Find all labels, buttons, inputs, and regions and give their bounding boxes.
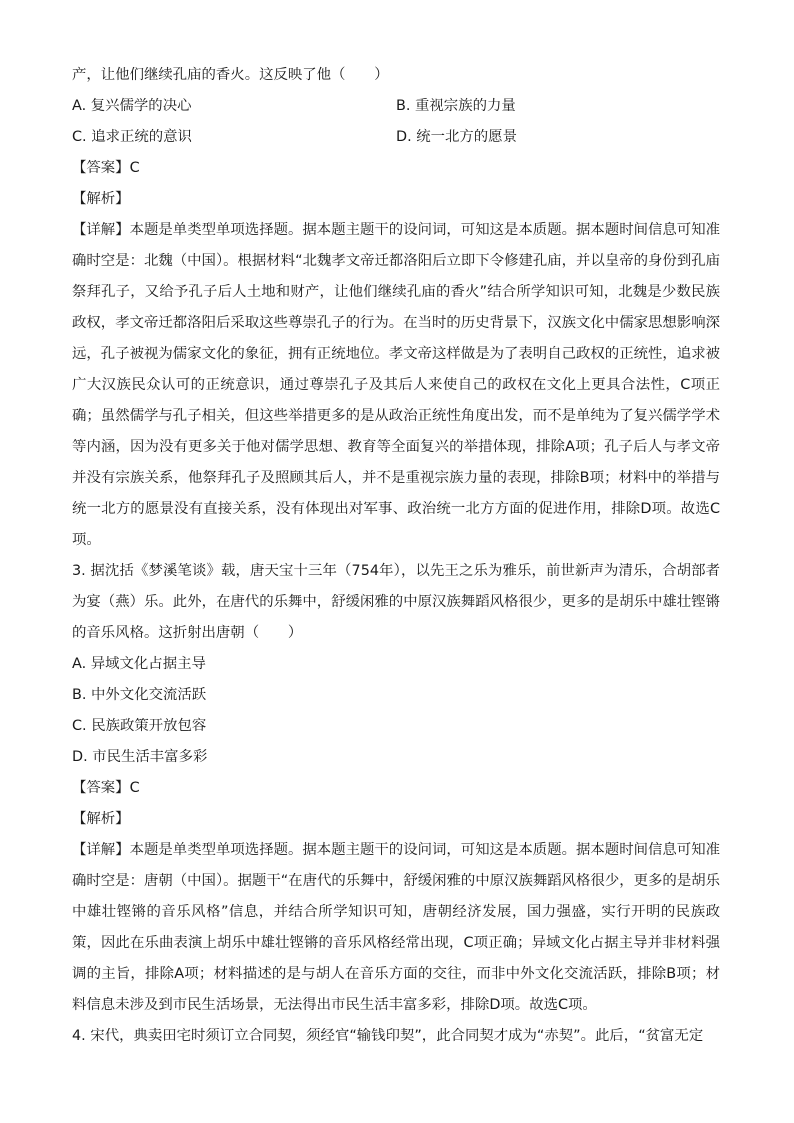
q2-answer: 【答案】C [72, 160, 140, 176]
q2-option-a: A. 复兴儒学的决心 [72, 98, 192, 114]
q3-detail: 【详解】本题是单类型单项选择题。据本题主题干的设问词，可知这是本质题。据本题时间信息可知准确时空是：唐朝（中国）。据题干“在唐代的乐舞中，舒缓闲雅的中原汉族舞蹈风格很少，更多的是胡乐中雄壮铿锵的音乐风格”信息，并结合所学知识可知，唐朝经济发展，国力强盛，实行开明的民族政策，因此在乐曲表演上胡乐中雄壮铿锵的音乐风格经常出现，C项正确；异域文化占据主导并非材料强调的主旨，排除A项；材料描述的是与胡人在音乐方面的交往，而非中外文化交流活跃，排除B项；材料信息未涉及到市民生活场景，无法得出市民生活丰富多彩，排除D项。故选C项。 [72, 842, 720, 1013]
q3-option-d: D. 市民生活丰富多彩 [72, 749, 208, 765]
q2-options-row-1 [72, 91, 720, 122]
q3-stem: 3. 据沈括《梦溪笔谈》载，唐天宝十三年（754年），以先王之乐为雅乐，前世新声为清乐，合胡部者为宴（燕）乐。此外，在唐代的乐舞中，舒缓闲雅的中原汉族舞蹈风格很少，更多的是胡乐中雄壮铿锵的音乐风格。这折射出唐朝（ ） [72, 563, 720, 641]
q2-detail: 【详解】本题是单类型单项选择题。据本题主题干的设问词，可知这是本质题。据本题时间信息可知准确时空是：北魏（中国）。根据材料“北魏孝文帝迁都洛阳后立即下令修建孔庙，并以皇帝的身份到孔庙祭拜孔子，又给予孔子后人土地和财产，让他们继续孔庙的香火”结合所学知识可知，北魏是少数民族政权，孝文帝迁都洛阳后采取这些尊崇孔子的行为。在当时的历史背景下，汉族文化中儒家思想影响深远，孔子被视为儒家文化的象征，拥有正统地位。孝文帝这样做是为了表明自己政权的正统性，追求被广大汉族民众认可的正统意识，通过尊崇孔子及其后人来使自己的政权在文化上更具合法性，C项正确；虽然儒学与孔子相关，但这些举措更多的是从政治正统性角度出发，而不是单纯为了复兴儒学学术等内涵，因为没有更多关于他对儒学思想、教育等全面复兴的举措体现，排除A项；孔子后人与孝文帝并没有宗族关系，他祭拜孔子及照顾其后人，并不是重视宗族力量的表现，排除B项；材料中的举措与统一北方的愿景没有直接关系，没有体现出对军事、政治统一北方方面的促进作用，排除D项。故选C项。 [72, 222, 720, 548]
q2-options-row-2 [72, 122, 720, 153]
q3-option-a: A. 异域文化占据主导 [72, 656, 206, 672]
q3-analysis-label: 【解析】 [72, 811, 130, 827]
q2-option-b: B. 重视宗族的力量 [396, 98, 516, 114]
q4-stem-head: 4. 宋代，典卖田宅时须订立合同契，须经官“输钱印契”，此合同契才成为“赤契”。此后，“贫富无定 [72, 1028, 704, 1044]
document-page [72, 60, 720, 1052]
q3-option-c: C. 民族政策开放包容 [72, 718, 207, 734]
q2-analysis-label: 【解析】 [72, 191, 130, 207]
q3-answer: 【答案】C [72, 780, 140, 796]
question-3 [72, 556, 720, 1021]
q2-option-d: D. 统一北方的愿景 [396, 129, 517, 145]
q2-stem-tail: 产，让他们继续孔庙的香火。这反映了他（ ） [72, 67, 389, 83]
q2-option-c: C. 追求正统的意识 [72, 129, 192, 145]
question-4 [72, 1021, 720, 1052]
q3-option-b: B. 中外文化交流活跃 [72, 687, 207, 703]
question-2 [72, 60, 720, 556]
